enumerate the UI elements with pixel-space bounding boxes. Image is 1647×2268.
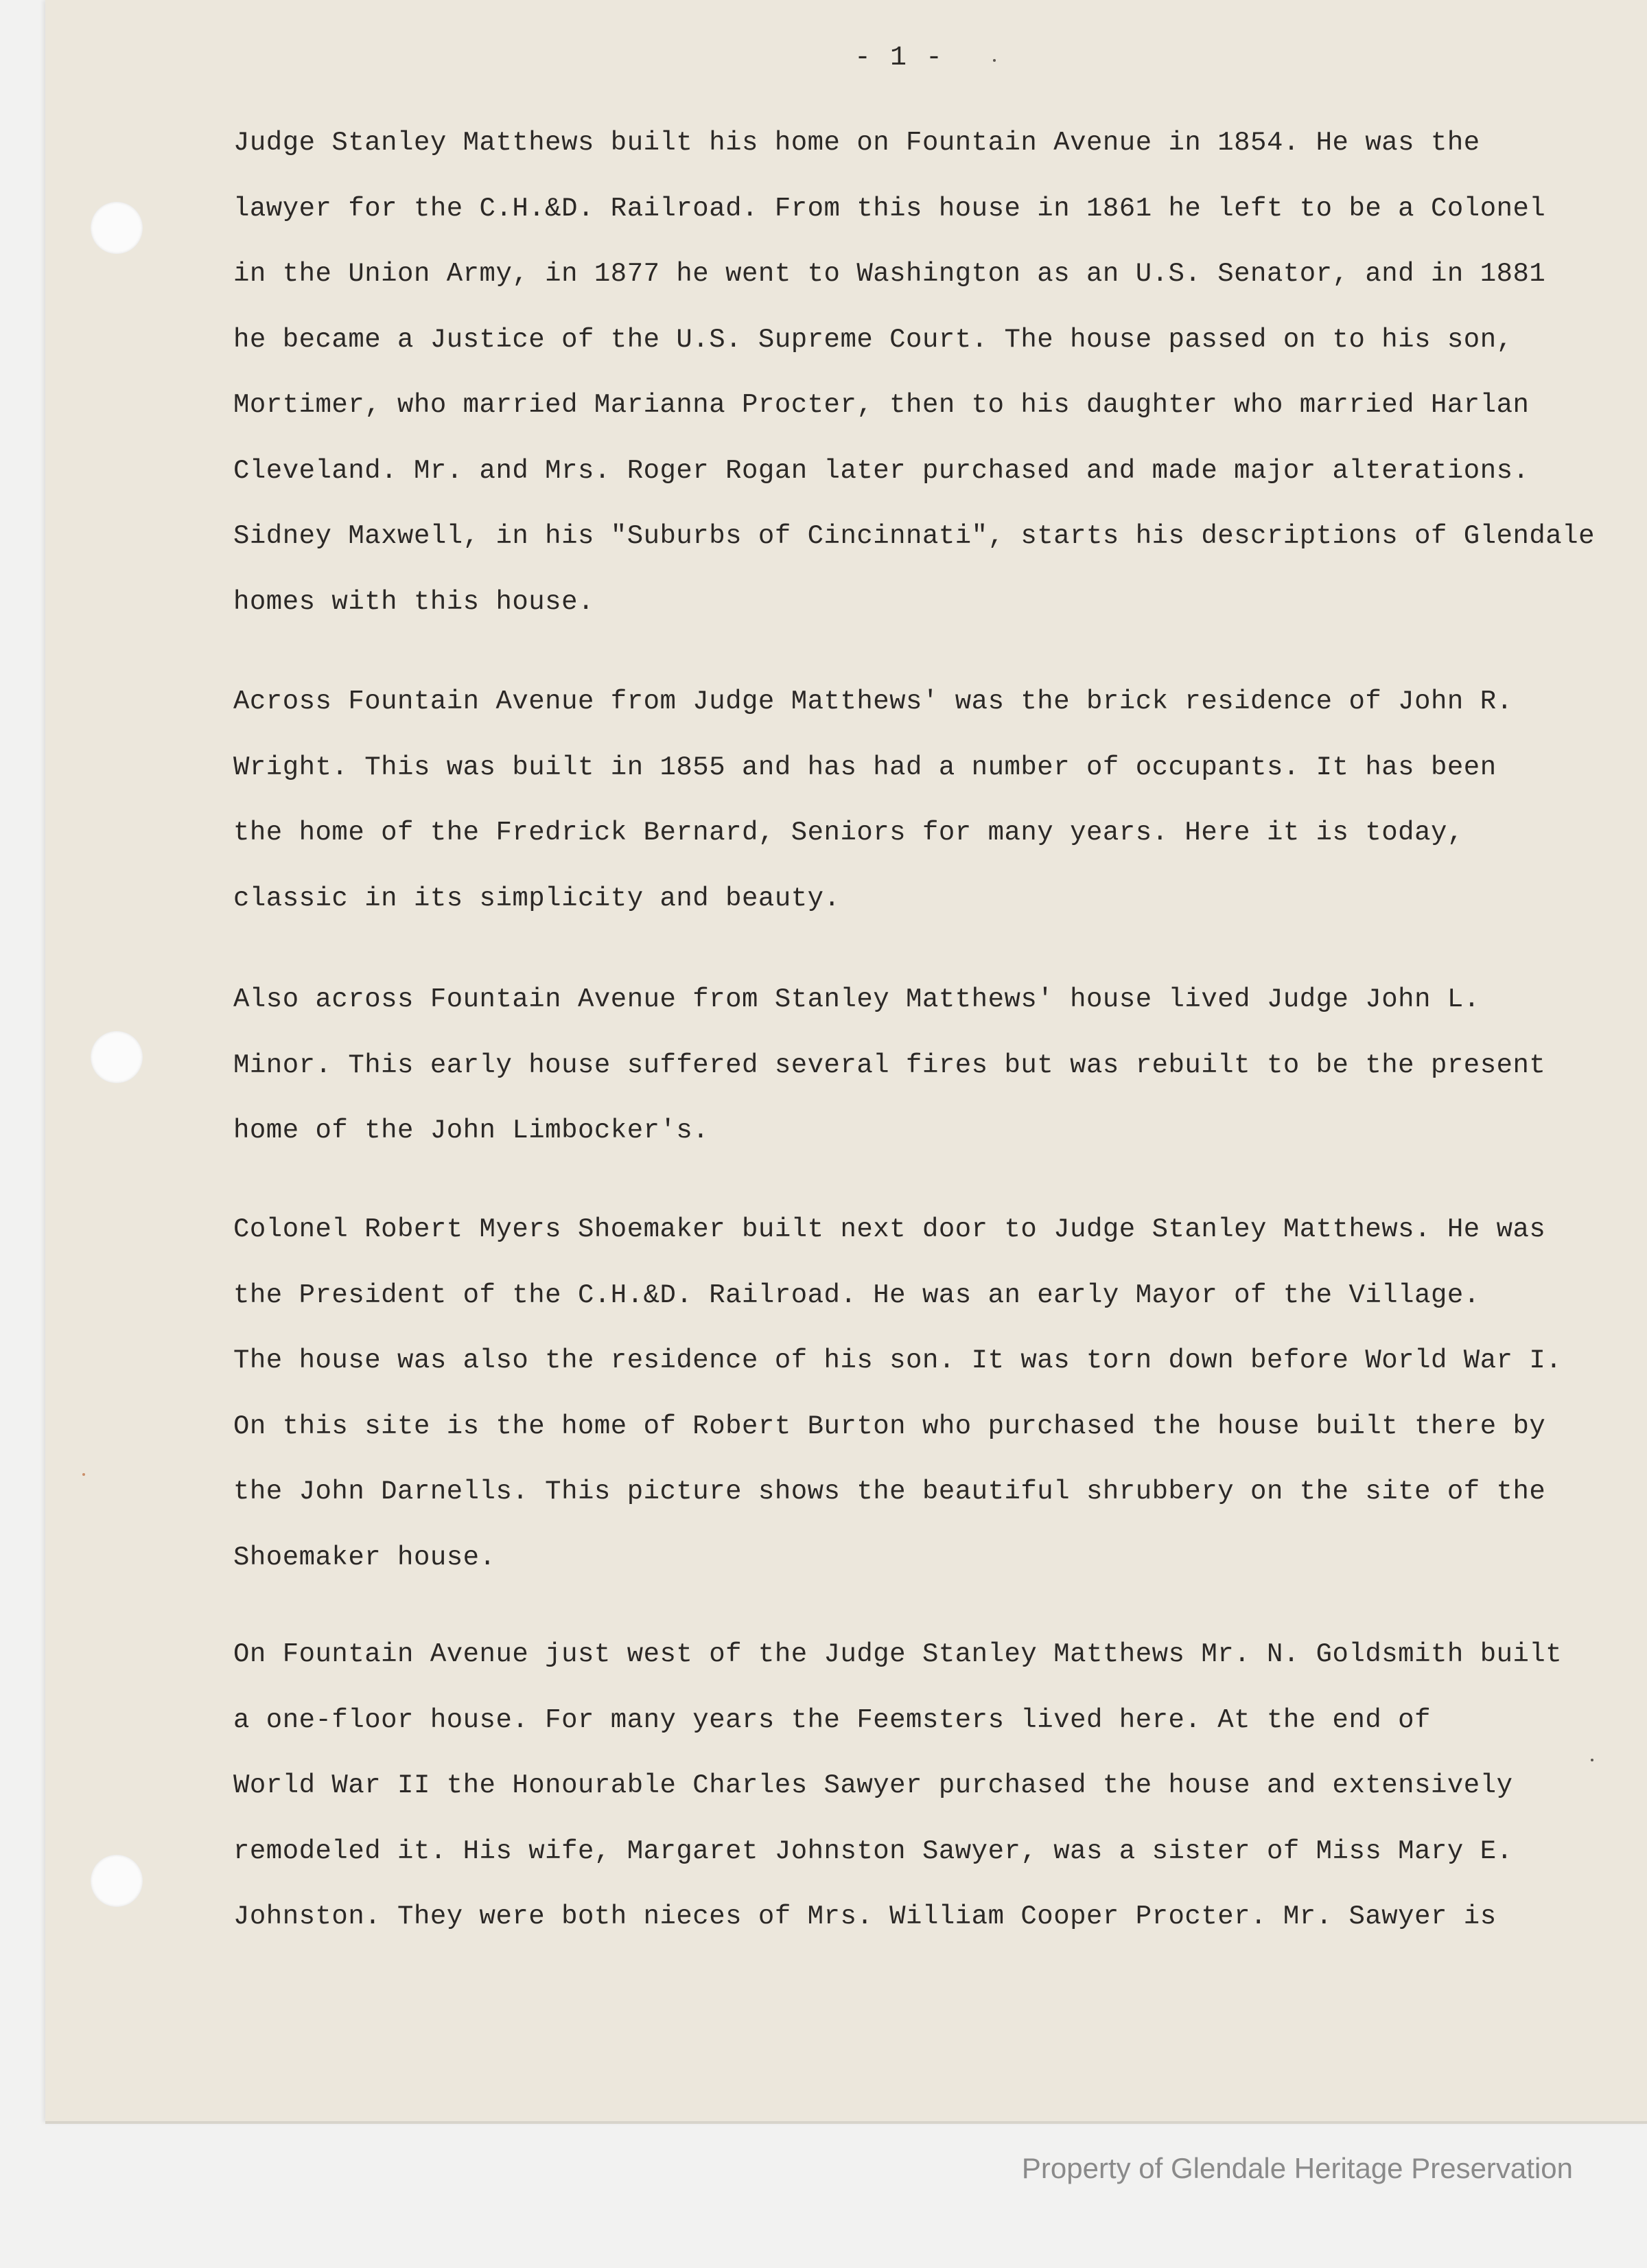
text-line: homes with this house. — [233, 586, 594, 617]
text-line: On this site is the home of Robert Burton who purchased the house built there by — [233, 1411, 1546, 1442]
text-line: remodeled it. His wife, Margaret Johnston Sawyer, was a sister of Miss Mary E. — [233, 1836, 1513, 1866]
text-line: the John Darnells. This picture shows the beautiful shrubbery on the site of the — [233, 1477, 1546, 1507]
watermark: Property of Glendale Heritage Preservation — [1021, 2152, 1573, 2184]
text-line: Cleveland. Mr. and Mrs. Roger Rogan later purchased and made major alterations. — [233, 455, 1530, 486]
punch-hole-middle — [91, 1031, 143, 1083]
text-line: a one-floor house. For many years the Feemsters lived here. At the end of — [233, 1704, 1431, 1735]
text-line: Also across Fountain Avenue from Stanley Matthews' house lived Judge John L. — [233, 984, 1480, 1015]
paper-speck — [993, 59, 996, 62]
text-line: Across Fountain Avenue from Judge Matthews' was the brick residence of John R. — [233, 686, 1513, 717]
text-line: Minor. This early house suffered several fires but was rebuilt to be the present — [233, 1050, 1546, 1080]
text-line: the home of the Fredrick Bernard, Seniors for many years. Here it is today, — [233, 818, 1464, 848]
text-line: the President of the C.H.&D. Railroad. He was an early Mayor of the Village. — [233, 1280, 1480, 1310]
text-line: home of the John Limbocker's. — [233, 1115, 710, 1146]
page-bottom-edge — [45, 2121, 1647, 2124]
paragraph-john-wright — [233, 669, 1613, 931]
text-line: Sidney Maxwell, in his "Suburbs of Cincinnati", starts his descriptions of Glendale — [233, 521, 1596, 551]
paragraph-goldsmith-sawyer — [233, 1622, 1613, 1950]
text-line: Mortimer, who married Marianna Procter, then to his daughter who married Harlan — [233, 390, 1530, 420]
text-line: Johnston. They were both nieces of Mrs. William Cooper Procter. Mr. Sawyer is — [233, 1901, 1497, 1932]
text-line: he became a Justice of the U.S. Supreme Court. The house passed on to his son, — [233, 324, 1513, 355]
punch-hole-bottom — [91, 1855, 143, 1907]
text-line: The house was also the residence of his son. It was torn down before World War I. — [233, 1345, 1563, 1376]
paragraph-stanley-matthews — [233, 111, 1613, 635]
text-line: Judge Stanley Matthews built his home on Fountain Avenue in 1854. He was the — [233, 128, 1480, 158]
text-line: classic in its simplicity and beauty. — [233, 883, 841, 914]
punch-hole-top — [91, 202, 143, 254]
paragraph-robert-shoemaker — [233, 1197, 1613, 1590]
text-line: in the Union Army, in 1877 he went to Washington as an U.S. Senator, and in 1881 — [233, 259, 1546, 289]
text-line: World War II the Honourable Charles Sawyer purchased the house and extensively — [233, 1770, 1513, 1801]
page-number: - 1 - — [854, 43, 944, 73]
text-line: Shoemaker house. — [233, 1542, 496, 1573]
paper-speck — [82, 1473, 85, 1476]
text-line: Wright. This was built in 1855 and has had a number of occupants. It has been — [233, 752, 1497, 783]
text-line: Colonel Robert Myers Shoemaker built next door to Judge Stanley Matthews. He was — [233, 1214, 1546, 1245]
text-line: lawyer for the C.H.&D. Railroad. From this house in 1861 he left to be a Colonel — [233, 193, 1546, 224]
paragraph-john-minor — [233, 967, 1613, 1164]
text-line: On Fountain Avenue just west of the Judge Stanley Matthews Mr. N. Goldsmith built — [233, 1639, 1563, 1669]
